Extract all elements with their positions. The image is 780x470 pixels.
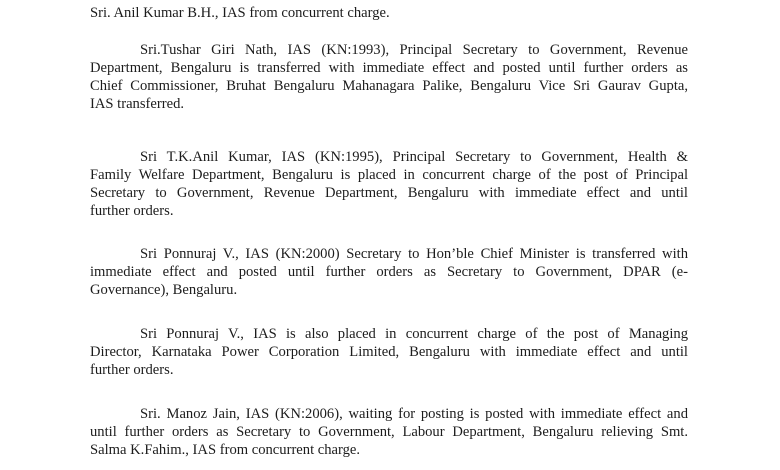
paragraph-4-line-1: Sri Ponnuraj V., IAS is also placed in concurrent charge of the post of Managing <box>140 326 688 342</box>
paragraph-1-line-2: Department, Bengaluru is transferred with immediate effect and posted until further orders as <box>90 60 688 76</box>
paragraph-3-line-3: Governance), Bengaluru. <box>90 282 238 298</box>
paragraph-2-line-1: Sri T.K.Anil Kumar, IAS (KN:1995), Principal Secretary to Government, Health & <box>140 149 688 165</box>
paragraph-3-line-2: immediate effect and posted until further orders as Secretary to Government, DPAR (e- <box>90 264 688 280</box>
paragraph-0-line-1: Sri. Anil Kumar B.H., IAS from concurrent charge. <box>90 5 390 21</box>
paragraph-1-line-3: Chief Commissioner, Bruhat Bengaluru Mahanagara Palike, Bengaluru Vice Sri Gaurav Gupta, <box>90 78 688 94</box>
paragraph-3-line-1: Sri Ponnuraj V., IAS (KN:2000) Secretary to Hon’ble Chief Minister is transferred with <box>140 246 688 262</box>
paragraph-2-line-4: further orders. <box>90 203 174 219</box>
paragraph-4-line-2: Director, Karnataka Power Corporation Limited, Bengaluru with immediate effect and until <box>90 344 688 360</box>
paragraph-5-line-1: Sri. Manoz Jain, IAS (KN:2006), waiting for posting is posted with immediate effect and <box>140 406 688 422</box>
paragraph-2-line-3: Secretary to Government, Revenue Department, Bengaluru with immediate effect and until <box>90 185 688 201</box>
paragraph-5-line-3: Salma K.Fahim., IAS from concurrent charge. <box>90 442 361 458</box>
paragraph-4-line-3: further orders. <box>90 362 174 378</box>
paragraph-1-line-1: Sri.Tushar Giri Nath, IAS (KN:1993), Principal Secretary to Government, Revenue <box>140 42 688 58</box>
paragraph-1-line-4: IAS transferred. <box>90 96 185 112</box>
paragraph-2-line-2: Family Welfare Department, Bengaluru is placed in concurrent charge of the post of Principal <box>90 167 688 183</box>
paragraph-5-line-2: until further orders as Secretary to Government, Labour Department, Bengaluru relieving Smt. <box>90 424 688 440</box>
